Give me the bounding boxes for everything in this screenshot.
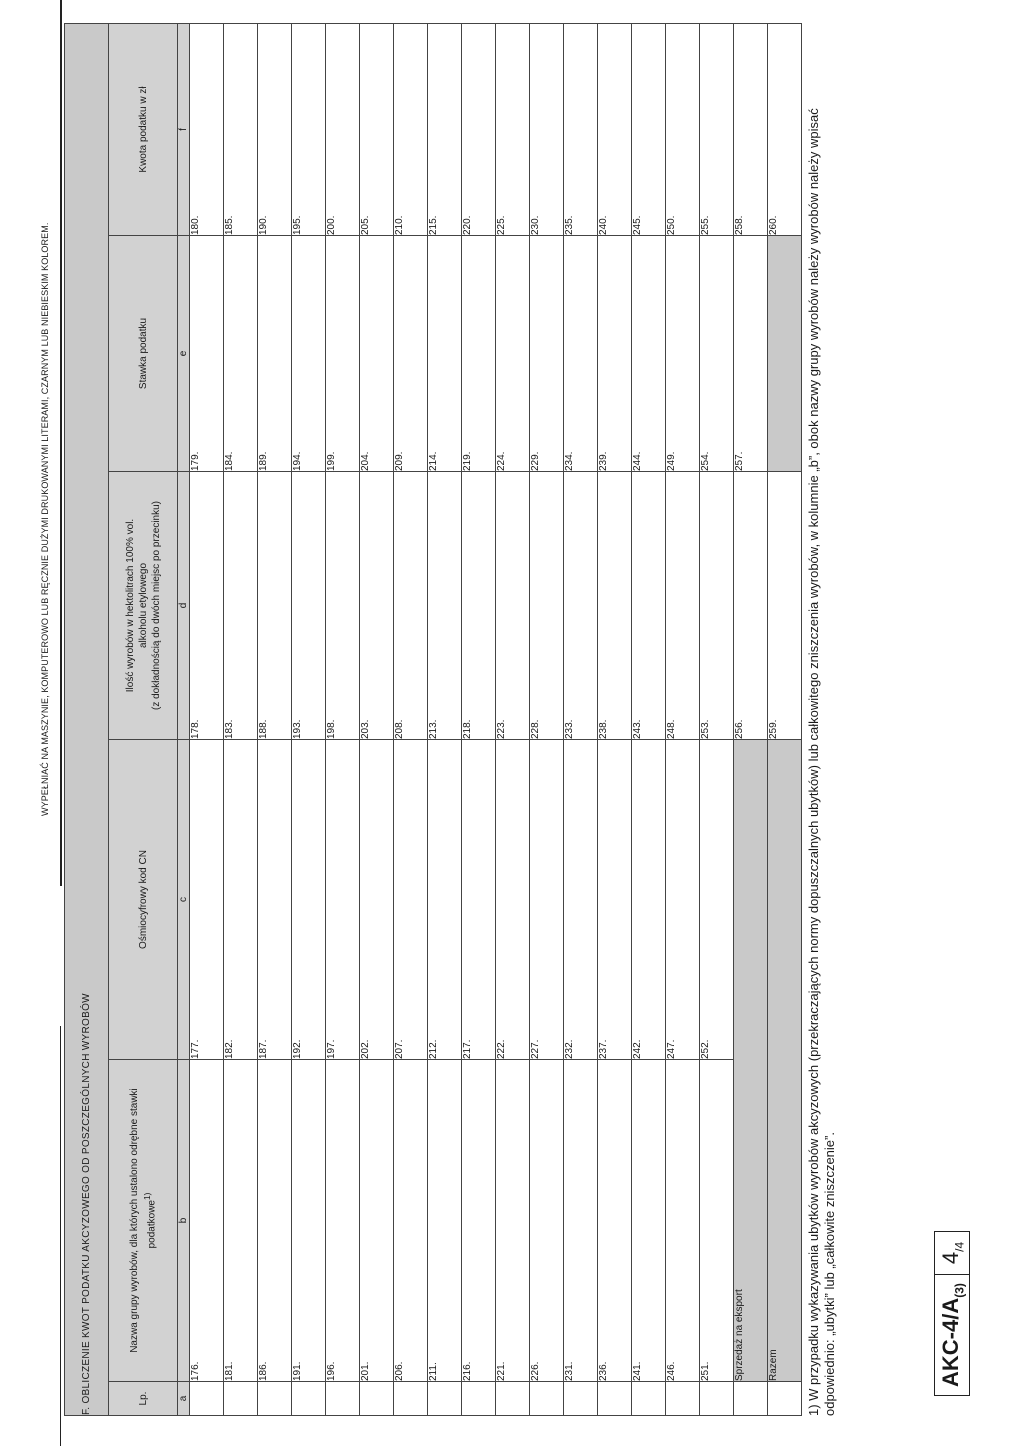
quantity-field[interactable]: 213. <box>428 472 462 740</box>
quantity-field[interactable]: 223. <box>496 472 530 740</box>
table-row <box>564 24 598 1416</box>
total-quantity-field[interactable]: 259. <box>768 472 802 740</box>
tax-rate-field[interactable]: 199. <box>326 236 360 472</box>
tax-amount-field[interactable]: 180. <box>190 24 224 236</box>
tax-amount-field[interactable]: 215. <box>428 24 462 236</box>
cn-code-field[interactable]: 252. <box>700 740 734 1060</box>
header-quantity-line1: Ilość wyrobów w hektolitrach 100% vol. <box>124 518 136 693</box>
cn-code-field[interactable]: 242. <box>632 740 666 1060</box>
quantity-field[interactable]: 208. <box>394 472 428 740</box>
header-lp: Lp. <box>109 1382 178 1416</box>
table-row <box>292 24 326 1416</box>
product-group-field[interactable]: 216. <box>462 1060 496 1382</box>
tax-rate-field[interactable]: 194. <box>292 236 326 472</box>
tax-amount-field[interactable]: 185. <box>224 24 258 236</box>
export-tax-amount-field[interactable]: 258. <box>734 24 768 236</box>
page-total: /4 <box>952 1241 967 1252</box>
column-letter: d <box>178 472 190 740</box>
table-row <box>190 24 224 1416</box>
header-product-group <box>109 1060 178 1382</box>
product-group-field[interactable]: 241. <box>632 1060 666 1382</box>
tax-amount-field[interactable]: 200. <box>326 24 360 236</box>
header-product-group-text: Nazwa grupy wyrobów, dla których ustalono odrębne stawki podatkowe <box>128 1088 158 1353</box>
product-group-field[interactable]: 201. <box>360 1060 394 1382</box>
table-row <box>496 24 530 1416</box>
left-rule <box>60 1026 61 1446</box>
table-row <box>632 24 666 1416</box>
quantity-field[interactable]: 238. <box>598 472 632 740</box>
export-tax-rate-field[interactable]: 257. <box>734 236 768 472</box>
lp-cell <box>258 1382 292 1416</box>
tax-amount-field[interactable]: 245. <box>632 24 666 236</box>
product-group-field[interactable]: 226. <box>530 1060 564 1382</box>
header-tax-amount: Kwota podatku w zł <box>109 24 178 236</box>
tax-amount-field[interactable]: 240. <box>598 24 632 236</box>
table-row <box>258 24 292 1416</box>
column-header-row <box>109 24 178 1416</box>
product-group-field[interactable]: 251. <box>700 1060 734 1382</box>
tax-rate-field[interactable]: 209. <box>394 236 428 472</box>
table-row <box>428 24 462 1416</box>
cn-code-field[interactable]: 247. <box>666 740 700 1060</box>
table-row <box>598 24 632 1416</box>
cn-code-field[interactable]: 217. <box>462 740 496 1060</box>
tax-amount-field[interactable]: 225. <box>496 24 530 236</box>
tax-amount-field[interactable]: 190. <box>258 24 292 236</box>
cn-code-field[interactable]: 187. <box>258 740 292 1060</box>
lp-cell <box>224 1382 258 1416</box>
export-quantity-field[interactable]: 256. <box>734 472 768 740</box>
form-code <box>935 1274 969 1395</box>
quantity-field[interactable]: 228. <box>530 472 564 740</box>
tax-rate-field[interactable]: 214. <box>428 236 462 472</box>
cn-code-field[interactable]: 232. <box>564 740 598 1060</box>
product-group-field[interactable]: 196. <box>326 1060 360 1382</box>
section-title: F. OBLICZENIE KWOT PODATKU AKCYZOWEGO OD POSZCZEGÓLNYCH WYROBÓW <box>65 24 109 1416</box>
quantity-field[interactable]: 248. <box>666 472 700 740</box>
product-group-field[interactable]: 181. <box>224 1060 258 1382</box>
table-row <box>462 24 496 1416</box>
export-label: Sprzedaż na eksport <box>734 740 768 1382</box>
table-row <box>326 24 360 1416</box>
header-cn-code: Ośmiocyfrowy kod CN <box>109 740 178 1060</box>
cn-code-field[interactable]: 227. <box>530 740 564 1060</box>
lp-cell <box>360 1382 394 1416</box>
product-group-field[interactable]: 236. <box>598 1060 632 1382</box>
tax-amount-field[interactable]: 220. <box>462 24 496 236</box>
tax-rate-field[interactable]: 224. <box>496 236 530 472</box>
quantity-field[interactable]: 253. <box>700 472 734 740</box>
lp-cell <box>326 1382 360 1416</box>
page-number <box>935 1232 969 1274</box>
tax-rate-field[interactable]: 204. <box>360 236 394 472</box>
form-code-version: (3) <box>952 1283 967 1298</box>
tax-rate-field[interactable]: 239. <box>598 236 632 472</box>
tax-amount-field[interactable]: 195. <box>292 24 326 236</box>
lp-cell <box>292 1382 326 1416</box>
cn-code-field[interactable]: 202. <box>360 740 394 1060</box>
tax-rate-field[interactable]: 179. <box>190 236 224 472</box>
table-row <box>530 24 564 1416</box>
lp-cell <box>462 1382 496 1416</box>
quantity-field[interactable]: 183. <box>224 472 258 740</box>
cn-code-field[interactable]: 212. <box>428 740 462 1060</box>
product-group-field[interactable]: 206. <box>394 1060 428 1382</box>
column-letter: e <box>178 236 190 472</box>
tax-amount-field[interactable]: 230. <box>530 24 564 236</box>
quantity-field[interactable]: 203. <box>360 472 394 740</box>
tax-amount-field[interactable]: 250. <box>666 24 700 236</box>
cn-code-field[interactable]: 177. <box>190 740 224 1060</box>
lp-cell <box>190 1382 224 1416</box>
total-tax-amount-field[interactable]: 260. <box>768 24 802 236</box>
lp-cell <box>428 1382 462 1416</box>
quantity-field[interactable]: 188. <box>258 472 292 740</box>
table-row <box>360 24 394 1416</box>
column-letter: b <box>178 1060 190 1382</box>
cn-code-field[interactable]: 207. <box>394 740 428 1060</box>
tax-rate-field[interactable]: 234. <box>564 236 598 472</box>
header-footnote-ref: 1) <box>141 1192 152 1201</box>
product-group-field[interactable]: 246. <box>666 1060 700 1382</box>
export-row <box>734 24 768 1416</box>
header-tax-rate: Stawka podatku <box>109 236 178 472</box>
tax-rate-field[interactable]: 249. <box>666 236 700 472</box>
column-letter: f <box>178 24 190 236</box>
product-group-field[interactable]: 221. <box>496 1060 530 1382</box>
footnote: 1) W przypadku wykazywania ubytków wyrobów akcyzowych (przekraczających normy dopuszczalnych ubytków) lub całkowitego zniszczenia wyrobów, w kolumnie „b”, obok nazwy grupy wyrobów należy wyrobów należy wpisać odpowiednio: „ubytki” lub „całkowite zniszczenie”. <box>806 108 837 1416</box>
quantity-field[interactable]: 198. <box>326 472 360 740</box>
product-group-field[interactable]: 191. <box>292 1060 326 1382</box>
table-row <box>394 24 428 1416</box>
header-quantity <box>109 472 178 740</box>
quantity-field[interactable]: 178. <box>190 472 224 740</box>
tax-rate-field[interactable]: 219. <box>462 236 496 472</box>
product-group-field[interactable]: 211. <box>428 1060 462 1382</box>
tax-rate-field[interactable]: 184. <box>224 236 258 472</box>
tax-rate-field[interactable]: 229. <box>530 236 564 472</box>
excise-calculation-table <box>64 23 802 1416</box>
table-row <box>700 24 734 1416</box>
total-row <box>768 24 802 1416</box>
product-group-field[interactable]: 186. <box>258 1060 292 1382</box>
lp-cell <box>394 1382 428 1416</box>
cn-code-field[interactable]: 197. <box>326 740 360 1060</box>
lp-cell <box>666 1382 700 1416</box>
lp-cell <box>496 1382 530 1416</box>
lp-cell <box>632 1382 666 1416</box>
lp-cell <box>768 1382 802 1416</box>
header-quantity-line3: (z dokładnością do dwóch miejsc po przecinku) <box>150 501 162 710</box>
lp-cell <box>564 1382 598 1416</box>
cn-code-field[interactable]: 192. <box>292 740 326 1060</box>
total-label: Razem <box>768 740 802 1382</box>
quantity-field[interactable]: 243. <box>632 472 666 740</box>
column-letter: a <box>178 1382 190 1416</box>
tax-rate-field[interactable]: 254. <box>700 236 734 472</box>
product-group-field[interactable]: 231. <box>564 1060 598 1382</box>
top-rule <box>60 0 62 886</box>
table-row <box>224 24 258 1416</box>
total-tax-rate-blocked <box>768 236 802 472</box>
quantity-field[interactable]: 218. <box>462 472 496 740</box>
quantity-field[interactable]: 193. <box>292 472 326 740</box>
table-row <box>666 24 700 1416</box>
lp-cell <box>598 1382 632 1416</box>
product-group-field[interactable]: 176. <box>190 1060 224 1382</box>
tax-rate-field[interactable]: 244. <box>632 236 666 472</box>
column-letter-row <box>178 24 190 1416</box>
tax-amount-field[interactable]: 235. <box>564 24 598 236</box>
tax-amount-field[interactable]: 210. <box>394 24 428 236</box>
tax-rate-field[interactable]: 189. <box>258 236 292 472</box>
column-letter: c <box>178 740 190 1060</box>
fill-instruction: WYPEŁNIAĆ NA MASZYNIE, KOMPUTEROWO LUB RĘCZNIE DUŻYMI DRUKOWANYMI LITERAMI, CZARNYM LUB NIEBIESKIM KOLOREM. <box>40 222 50 816</box>
lp-cell <box>734 1382 768 1416</box>
form-code-box <box>934 1231 970 1396</box>
header-quantity-line2: alkoholu etylowego <box>137 562 149 649</box>
cn-code-field[interactable]: 237. <box>598 740 632 1060</box>
section-title-row <box>65 24 109 1416</box>
lp-cell <box>530 1382 564 1416</box>
cn-code-field[interactable]: 222. <box>496 740 530 1060</box>
cn-code-field[interactable]: 182. <box>224 740 258 1060</box>
page-number-text: 4 <box>938 1251 963 1265</box>
tax-amount-field[interactable]: 205. <box>360 24 394 236</box>
form-code-text: AKC-4/A <box>938 1297 963 1387</box>
lp-cell <box>700 1382 734 1416</box>
quantity-field[interactable]: 233. <box>564 472 598 740</box>
tax-amount-field[interactable]: 255. <box>700 24 734 236</box>
